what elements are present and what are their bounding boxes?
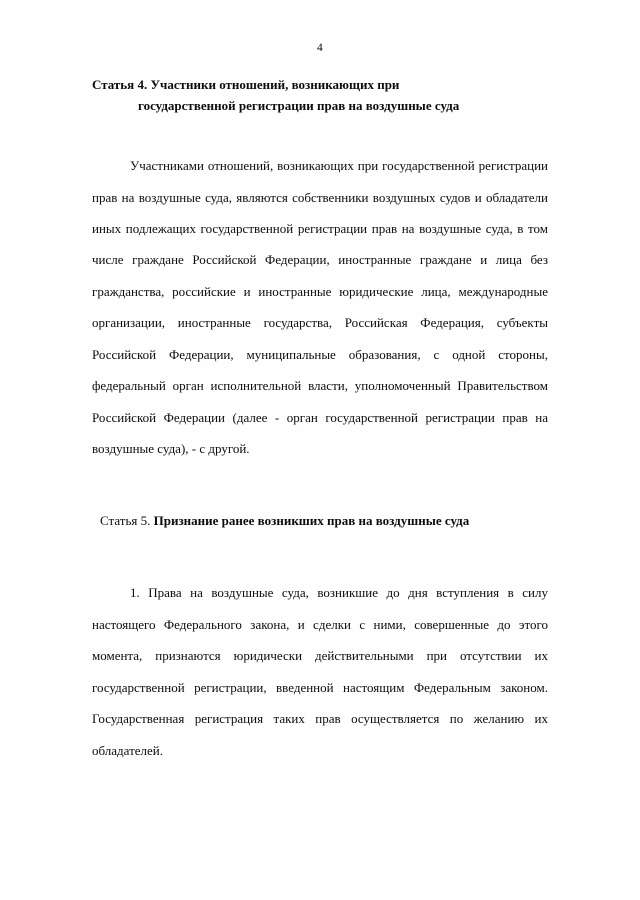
article-5-heading-prefix: Статья 5.	[100, 512, 154, 528]
document-body	[92, 74, 548, 766]
spacer-before-article-5-heading	[92, 465, 548, 511]
article-5-heading-title: Признание ранее возникших прав на воздушные суда	[153, 512, 470, 528]
article-5-heading	[100, 511, 548, 532]
article-4-heading-line-2: государственной регистрации прав на воздушные суда	[138, 98, 460, 114]
spacer-after-article-4-heading	[92, 116, 548, 150]
article-5-paragraph-1: 1. Права на воздушные суда, возникшие до дня вступления в силу настоящего Федерального закона, и сделки с ними, совершенные до этого момента, признаются юридически действительными при отсутствии их государственной регистрации, введенной настоящим Федеральным законом. Государственная регистрация таких прав осуществляется по желанию их обладателей.	[92, 585, 548, 758]
article-4-heading-line-1: Статья 4. Участники отношений, возникающих при	[92, 77, 400, 92]
article-4-heading	[92, 74, 548, 116]
page-number: 4	[317, 42, 323, 54]
article-5-heading-wrap	[92, 511, 548, 532]
article-4-paragraph: Участниками отношений, возникающих при государственной регистрации прав на воздушные суда, являются собственники воздушных судов и обладатели иных подлежащих государственной регистрации прав на воздушные суда, в том числе граждане Российской Федерации, иностранные граждане и лица без гражданства, российские и иностранные юридические лица, международные организации, иностранные государства, Российская Федерация, субъекты Российской Федерации, муниципальные образования, с одной стороны, федеральный орган исполнительной власти, уполномоченный Правительством Российской Федерации (далее - орган государственной регистрации прав на воздушные суда), - с другой.	[92, 158, 548, 457]
spacer-after-article-5-heading	[92, 531, 548, 577]
